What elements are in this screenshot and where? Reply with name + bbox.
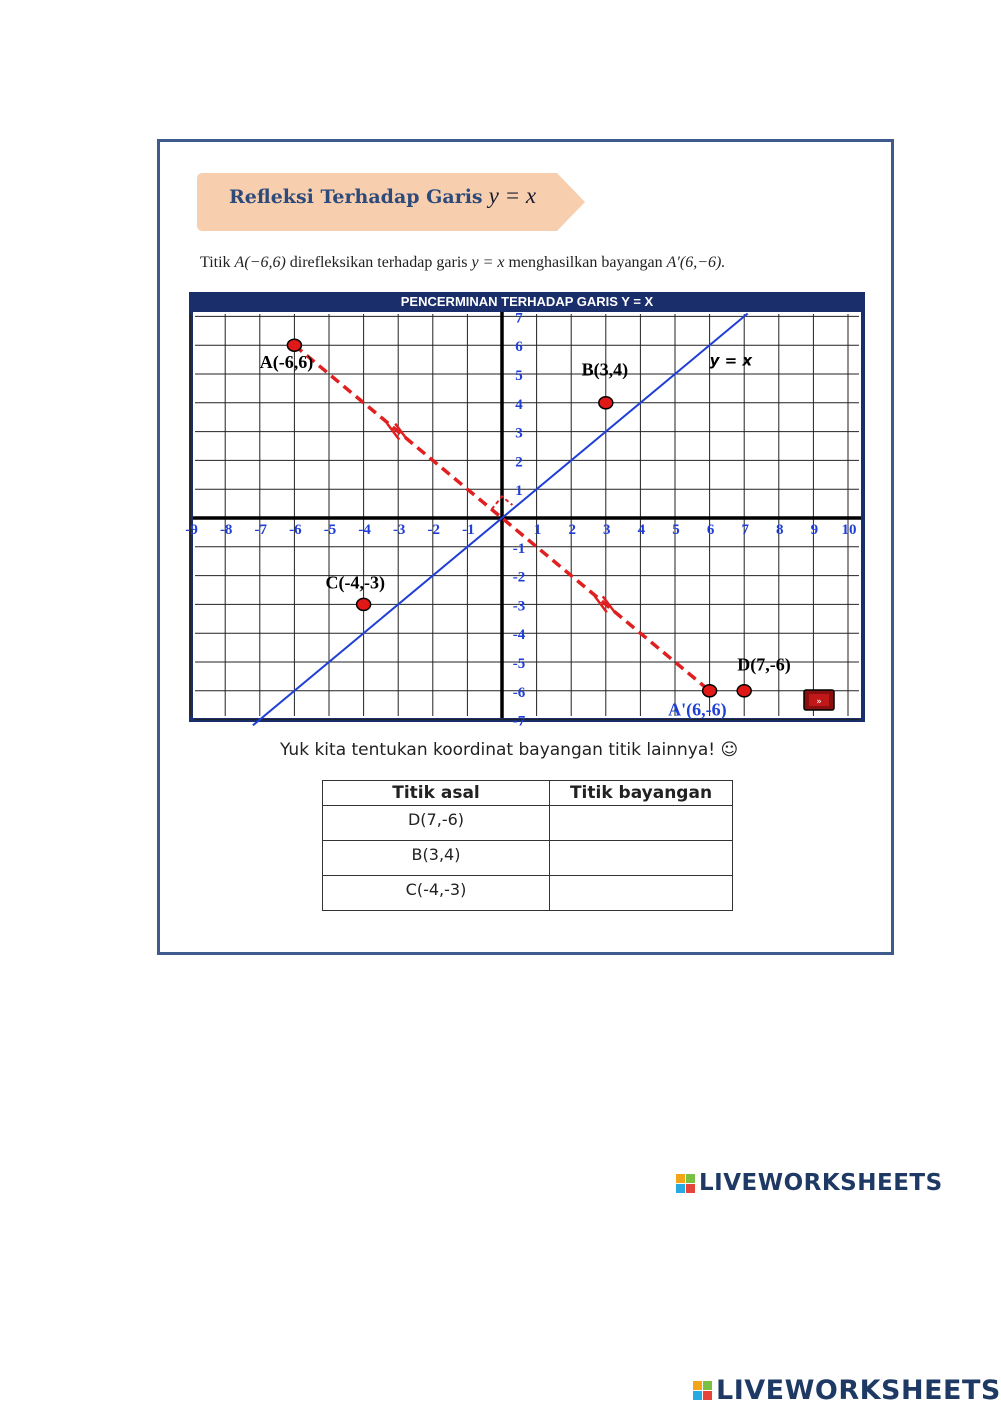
brand-watermark bbox=[676, 1170, 943, 1196]
header-titik-asal: Titik asal bbox=[323, 781, 550, 806]
point-label: C(-4,-3) bbox=[325, 572, 386, 593]
x-tick-label: 3 bbox=[603, 522, 611, 538]
y-tick-label: -6 bbox=[512, 684, 526, 701]
brand-logo-icon bbox=[676, 1174, 695, 1193]
table-row bbox=[323, 806, 733, 841]
origin-point-cell: D(7,-6) bbox=[323, 806, 550, 841]
y-tick-label: -7 bbox=[512, 713, 526, 730]
section-title-math: y = x bbox=[488, 183, 537, 208]
x-tick-label: -7 bbox=[254, 522, 268, 538]
intro-middle: direfleksikan terhadap garis bbox=[289, 254, 468, 271]
x-tick-label: 5 bbox=[672, 522, 680, 538]
section-title: Refleksi Terhadap Garis y = x bbox=[229, 183, 537, 208]
point-marker bbox=[287, 339, 301, 351]
intro-line: y = x bbox=[471, 254, 505, 271]
section-banner bbox=[197, 173, 585, 231]
brand-text: LIVEWORKSHEETS bbox=[699, 1170, 943, 1196]
x-tick-label: -6 bbox=[289, 522, 302, 538]
answer-input-cell[interactable] bbox=[550, 876, 733, 911]
point-label: D(7,-6) bbox=[737, 654, 791, 675]
x-tick-label: 6 bbox=[706, 522, 715, 538]
x-tick-label: -5 bbox=[323, 522, 337, 538]
y-tick-label: 7 bbox=[515, 310, 523, 327]
x-tick-label: -8 bbox=[219, 522, 233, 538]
x-tick-label: 2 bbox=[568, 522, 576, 538]
next-arrow-icon: » bbox=[816, 697, 822, 707]
y-tick-label: 4 bbox=[515, 396, 523, 413]
point-marker bbox=[357, 598, 371, 610]
y-tick-label: -2 bbox=[512, 569, 526, 586]
x-tick-label: 1 bbox=[533, 522, 542, 538]
table-header-row bbox=[323, 781, 733, 806]
line-label: y = x bbox=[709, 351, 753, 370]
origin-point-cell: B(3,4) bbox=[323, 841, 550, 876]
answer-table bbox=[322, 780, 733, 911]
intro-point-original: A(−6,6) bbox=[234, 254, 286, 271]
y-tick-label: 2 bbox=[515, 454, 523, 471]
x-tick-label: -1 bbox=[462, 522, 475, 538]
reflection-graph bbox=[185, 292, 865, 730]
x-tick-label: -4 bbox=[358, 522, 371, 538]
x-tick-label: 10 bbox=[841, 522, 857, 538]
x-tick-label: -3 bbox=[392, 522, 406, 538]
brand-text: LIVEWORKSHEETS bbox=[716, 1375, 1001, 1406]
point-marker bbox=[703, 685, 717, 697]
y-tick-label: 5 bbox=[515, 368, 523, 384]
graph-svg bbox=[185, 292, 865, 730]
point-label: B(3,4) bbox=[581, 359, 629, 380]
next-button[interactable] bbox=[804, 690, 834, 710]
prompt-text: Yuk kita tentukan koordinat bayangan titik lainnya! ☺ bbox=[280, 740, 739, 760]
x-tick-label: 7 bbox=[741, 522, 749, 538]
y-tick-label: 1 bbox=[515, 483, 523, 500]
intro-sentence bbox=[200, 254, 725, 272]
table-row bbox=[323, 876, 733, 911]
x-tick-label: -2 bbox=[427, 522, 441, 538]
x-tick-label: 4 bbox=[637, 522, 646, 538]
intro-prefix: Titik bbox=[200, 254, 231, 271]
y-tick-label: 6 bbox=[515, 339, 523, 356]
y-tick-label: -4 bbox=[512, 627, 526, 644]
point-label: A'(6,-6) bbox=[668, 699, 727, 720]
y-tick-label: -3 bbox=[512, 598, 526, 615]
point-label: A(-6,6) bbox=[259, 352, 314, 373]
y-tick-label: 3 bbox=[515, 425, 523, 442]
intro-point-image: A′(6,−6). bbox=[666, 254, 726, 271]
y-tick-label: -1 bbox=[512, 540, 526, 557]
table-row bbox=[323, 841, 733, 876]
graph-title: PENCERMINAN TERHADAP GARIS Y = X bbox=[400, 294, 654, 309]
y-tick-label: -5 bbox=[512, 656, 526, 672]
x-tick-label: 8 bbox=[776, 522, 784, 538]
intro-suffix: menghasilkan bayangan bbox=[508, 254, 663, 271]
x-tick-label: -9 bbox=[185, 522, 198, 538]
brand-footer bbox=[693, 1375, 1001, 1406]
point-marker bbox=[599, 397, 613, 409]
brand-logo-icon bbox=[693, 1381, 712, 1400]
answer-input-cell[interactable] bbox=[550, 806, 733, 841]
answer-input-cell[interactable] bbox=[550, 841, 733, 876]
header-titik-bayangan: Titik bayangan bbox=[550, 781, 733, 806]
x-tick-label: 9 bbox=[810, 522, 819, 538]
origin-point-cell: C(-4,-3) bbox=[323, 876, 550, 911]
point-marker bbox=[737, 685, 751, 697]
